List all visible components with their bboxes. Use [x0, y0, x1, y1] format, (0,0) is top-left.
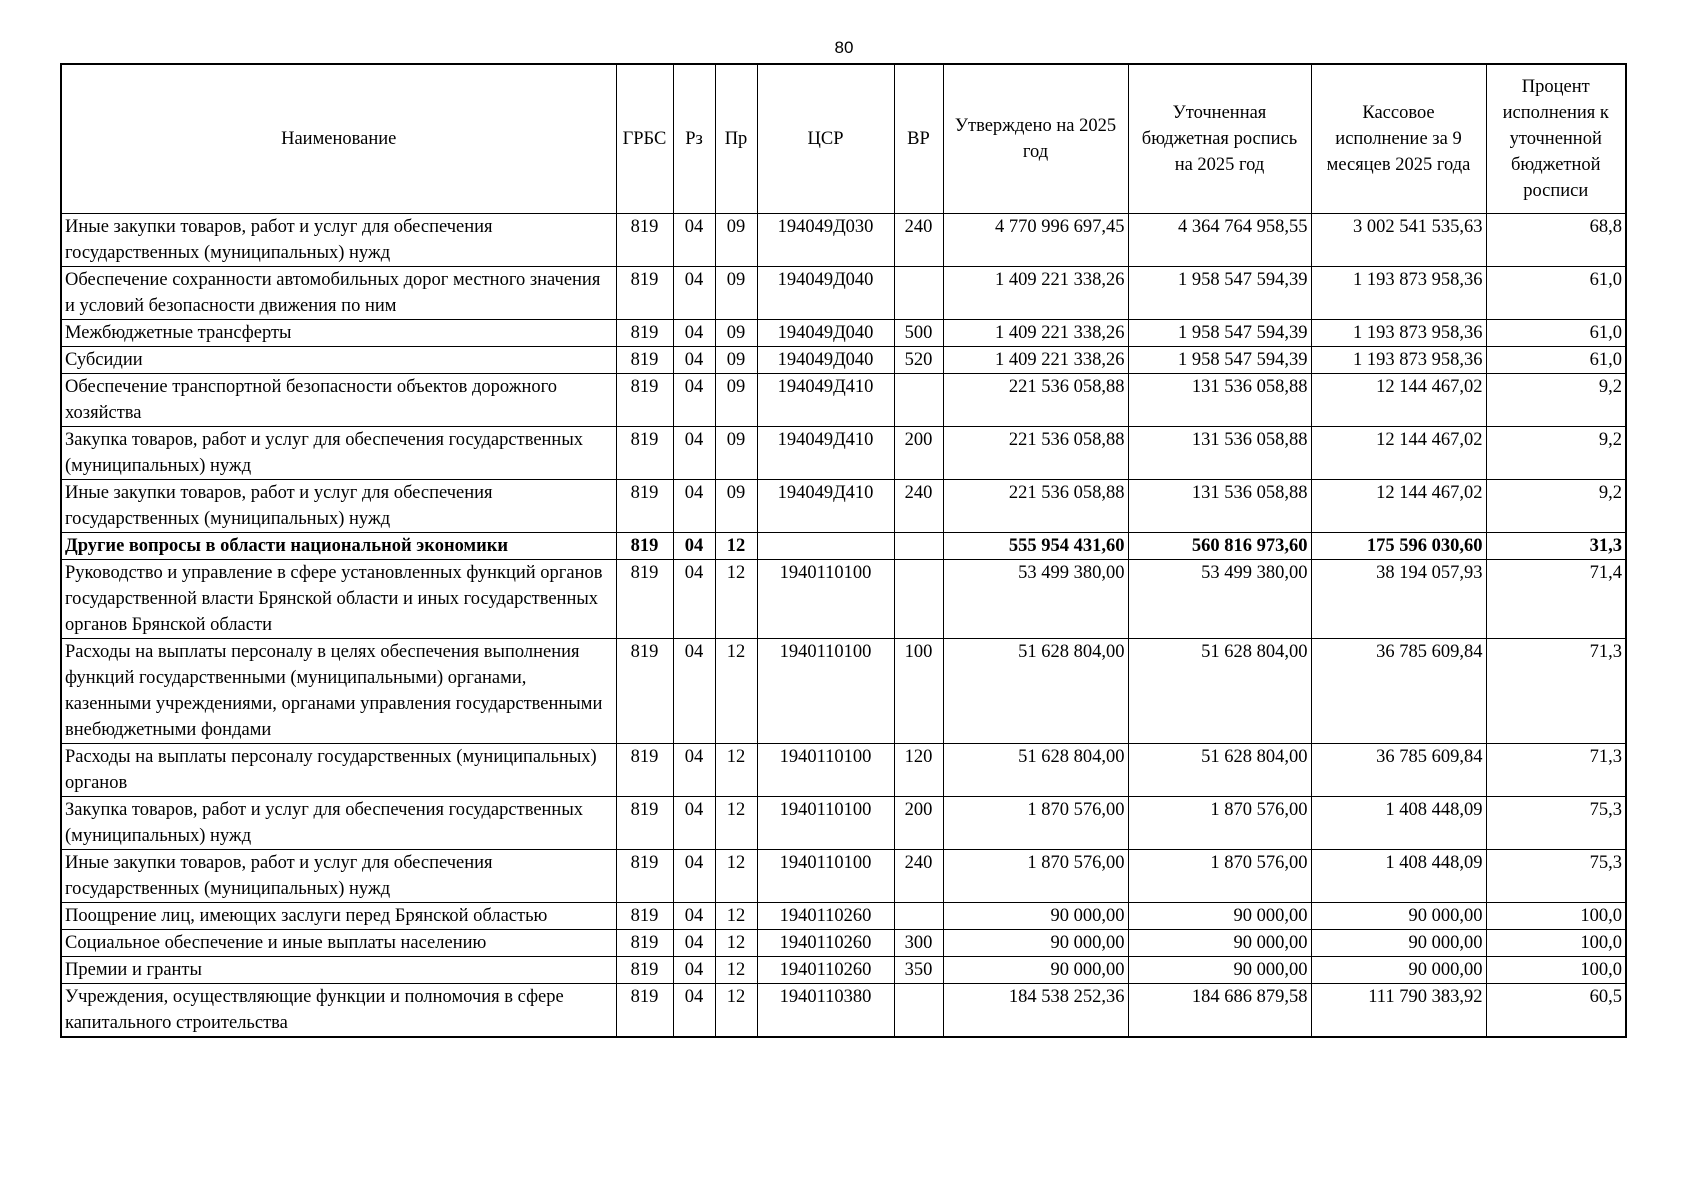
cell-grbs: 819 [616, 320, 673, 347]
cell-refined: 1 958 547 594,39 [1128, 320, 1311, 347]
cell-percent: 71,3 [1486, 639, 1626, 744]
cell-percent: 61,0 [1486, 347, 1626, 374]
cell-pr: 09 [715, 267, 757, 320]
cell-refined: 560 816 973,60 [1128, 533, 1311, 560]
cell-approved: 1 870 576,00 [943, 797, 1128, 850]
cell-refined: 51 628 804,00 [1128, 744, 1311, 797]
cell-cash-execution: 175 596 030,60 [1311, 533, 1486, 560]
cell-cash-execution: 36 785 609,84 [1311, 744, 1486, 797]
cell-rz: 04 [673, 797, 715, 850]
cell-csr: 194049Д040 [757, 267, 894, 320]
cell-pr: 09 [715, 214, 757, 267]
cell-pr: 12 [715, 639, 757, 744]
cell-cash-execution: 90 000,00 [1311, 957, 1486, 984]
cell-grbs: 819 [616, 267, 673, 320]
cell-grbs: 819 [616, 427, 673, 480]
table-row [61, 347, 1626, 374]
cell-name: Поощрение лиц, имеющих заслуги перед Брянской областью [61, 903, 616, 930]
cell-refined: 53 499 380,00 [1128, 560, 1311, 639]
cell-cash-execution: 36 785 609,84 [1311, 639, 1486, 744]
table-row [61, 267, 1626, 320]
cell-csr: 1940110100 [757, 560, 894, 639]
cell-grbs: 819 [616, 957, 673, 984]
cell-rz: 04 [673, 480, 715, 533]
table-row [61, 903, 1626, 930]
cell-name: Обеспечение сохранности автомобильных дорог местного значения и условий безопасности движения по ним [61, 267, 616, 320]
table-row [61, 930, 1626, 957]
table-row [61, 214, 1626, 267]
table-body [61, 214, 1626, 1038]
cell-csr: 194049Д040 [757, 320, 894, 347]
cell-pr: 12 [715, 560, 757, 639]
cell-csr: 194049Д410 [757, 480, 894, 533]
cell-name: Закупка товаров, работ и услуг для обеспечения государственных (муниципальных) нужд [61, 427, 616, 480]
cell-refined: 131 536 058,88 [1128, 427, 1311, 480]
cell-approved: 1 409 221 338,26 [943, 347, 1128, 374]
cell-vr: 520 [894, 347, 943, 374]
cell-grbs: 819 [616, 533, 673, 560]
cell-rz: 04 [673, 560, 715, 639]
cell-grbs: 819 [616, 639, 673, 744]
cell-rz: 04 [673, 533, 715, 560]
table-row [61, 427, 1626, 480]
cell-cash-execution: 3 002 541 535,63 [1311, 214, 1486, 267]
cell-pr: 12 [715, 850, 757, 903]
cell-csr: 1940110260 [757, 930, 894, 957]
cell-cash-execution: 12 144 467,02 [1311, 374, 1486, 427]
cell-pr: 12 [715, 984, 757, 1038]
cell-grbs: 819 [616, 930, 673, 957]
cell-name: Обеспечение транспортной безопасности объектов дорожного хозяйства [61, 374, 616, 427]
cell-rz: 04 [673, 930, 715, 957]
cell-pr: 12 [715, 930, 757, 957]
header-grbs: ГРБС [616, 64, 673, 214]
cell-grbs: 819 [616, 744, 673, 797]
cell-refined: 1 958 547 594,39 [1128, 267, 1311, 320]
cell-approved: 1 409 221 338,26 [943, 267, 1128, 320]
cell-csr [757, 533, 894, 560]
budget-execution-table [60, 63, 1627, 1038]
cell-approved: 53 499 380,00 [943, 560, 1128, 639]
cell-cash-execution: 1 408 448,09 [1311, 797, 1486, 850]
cell-cash-execution: 1 193 873 958,36 [1311, 267, 1486, 320]
cell-name: Иные закупки товаров, работ и услуг для обеспечения государственных (муниципальных) нужд [61, 480, 616, 533]
cell-vr [894, 267, 943, 320]
cell-csr: 1940110260 [757, 903, 894, 930]
cell-name: Межбюджетные трансферты [61, 320, 616, 347]
cell-cash-execution: 12 144 467,02 [1311, 427, 1486, 480]
cell-csr: 194049Д040 [757, 347, 894, 374]
cell-vr: 240 [894, 480, 943, 533]
cell-percent: 71,3 [1486, 744, 1626, 797]
cell-rz: 04 [673, 347, 715, 374]
cell-percent: 71,4 [1486, 560, 1626, 639]
cell-vr: 200 [894, 797, 943, 850]
cell-rz: 04 [673, 427, 715, 480]
cell-percent: 61,0 [1486, 320, 1626, 347]
table-row [61, 560, 1626, 639]
cell-cash-execution: 38 194 057,93 [1311, 560, 1486, 639]
cell-percent: 9,2 [1486, 374, 1626, 427]
table-row [61, 984, 1626, 1038]
header-name: Наименование [61, 64, 616, 214]
cell-cash-execution: 90 000,00 [1311, 930, 1486, 957]
cell-percent: 60,5 [1486, 984, 1626, 1038]
cell-percent: 61,0 [1486, 267, 1626, 320]
cell-grbs: 819 [616, 850, 673, 903]
cell-csr: 1940110100 [757, 744, 894, 797]
cell-cash-execution: 90 000,00 [1311, 903, 1486, 930]
cell-rz: 04 [673, 639, 715, 744]
cell-grbs: 819 [616, 984, 673, 1038]
header-row [61, 64, 1626, 214]
cell-name: Закупка товаров, работ и услуг для обеспечения государственных (муниципальных) нужд [61, 797, 616, 850]
cell-name: Расходы на выплаты персоналу государственных (муниципальных) органов [61, 744, 616, 797]
cell-refined: 90 000,00 [1128, 903, 1311, 930]
cell-pr: 09 [715, 347, 757, 374]
cell-csr: 1940110100 [757, 797, 894, 850]
cell-csr: 194049Д410 [757, 427, 894, 480]
cell-pr: 12 [715, 797, 757, 850]
cell-vr [894, 984, 943, 1038]
cell-csr: 1940110380 [757, 984, 894, 1038]
table-row [61, 797, 1626, 850]
cell-name: Учреждения, осуществляющие функции и полномочия в сфере капитального строительства [61, 984, 616, 1038]
cell-csr: 194049Д030 [757, 214, 894, 267]
cell-grbs: 819 [616, 374, 673, 427]
cell-vr: 300 [894, 930, 943, 957]
cell-rz: 04 [673, 320, 715, 347]
table-row [61, 639, 1626, 744]
cell-name: Премии и гранты [61, 957, 616, 984]
cell-cash-execution: 111 790 383,92 [1311, 984, 1486, 1038]
cell-approved: 90 000,00 [943, 930, 1128, 957]
cell-approved: 221 536 058,88 [943, 374, 1128, 427]
cell-grbs: 819 [616, 347, 673, 374]
cell-refined: 1 870 576,00 [1128, 850, 1311, 903]
cell-name: Другие вопросы в области национальной экономики [61, 533, 616, 560]
cell-approved: 51 628 804,00 [943, 639, 1128, 744]
cell-refined: 90 000,00 [1128, 930, 1311, 957]
cell-vr: 120 [894, 744, 943, 797]
table-row [61, 744, 1626, 797]
cell-percent: 68,8 [1486, 214, 1626, 267]
cell-vr [894, 374, 943, 427]
cell-pr: 09 [715, 320, 757, 347]
cell-percent: 9,2 [1486, 427, 1626, 480]
cell-percent: 100,0 [1486, 957, 1626, 984]
cell-vr: 240 [894, 850, 943, 903]
cell-pr: 09 [715, 480, 757, 533]
cell-rz: 04 [673, 903, 715, 930]
table-row [61, 957, 1626, 984]
cell-refined: 131 536 058,88 [1128, 480, 1311, 533]
cell-cash-execution: 1 408 448,09 [1311, 850, 1486, 903]
cell-pr: 12 [715, 957, 757, 984]
cell-percent: 100,0 [1486, 903, 1626, 930]
cell-refined: 90 000,00 [1128, 957, 1311, 984]
cell-approved: 555 954 431,60 [943, 533, 1128, 560]
cell-name: Субсидии [61, 347, 616, 374]
cell-cash-execution: 12 144 467,02 [1311, 480, 1486, 533]
header-refined: Уточненная бюджетная роспись на 2025 год [1128, 64, 1311, 214]
cell-rz: 04 [673, 374, 715, 427]
table-row [61, 320, 1626, 347]
cell-percent: 31,3 [1486, 533, 1626, 560]
cell-approved: 1 409 221 338,26 [943, 320, 1128, 347]
table-row [61, 480, 1626, 533]
cell-vr: 240 [894, 214, 943, 267]
cell-name: Расходы на выплаты персоналу в целях обеспечения выполнения функций государственными (муниципальными) органами, казенными учреждениями, органами управления государственными внебюджетными фондами [61, 639, 616, 744]
cell-rz: 04 [673, 214, 715, 267]
header-pr: Пр [715, 64, 757, 214]
cell-csr: 1940110100 [757, 850, 894, 903]
cell-grbs: 819 [616, 903, 673, 930]
header-percent: Процент исполнения к уточненной бюджетной росписи [1486, 64, 1626, 214]
cell-csr: 1940110100 [757, 639, 894, 744]
cell-vr: 100 [894, 639, 943, 744]
cell-approved: 221 536 058,88 [943, 427, 1128, 480]
cell-approved: 221 536 058,88 [943, 480, 1128, 533]
cell-name: Руководство и управление в сфере установленных функций органов государственной власти Брянской области и иных государственных органов Брянской области [61, 560, 616, 639]
header-cash-execution: Кассовое исполнение за 9 месяцев 2025 года [1311, 64, 1486, 214]
cell-percent: 75,3 [1486, 797, 1626, 850]
cell-approved: 51 628 804,00 [943, 744, 1128, 797]
cell-approved: 4 770 996 697,45 [943, 214, 1128, 267]
cell-csr: 1940110260 [757, 957, 894, 984]
cell-refined: 184 686 879,58 [1128, 984, 1311, 1038]
cell-grbs: 819 [616, 797, 673, 850]
cell-percent: 75,3 [1486, 850, 1626, 903]
cell-percent: 100,0 [1486, 930, 1626, 957]
cell-approved: 1 870 576,00 [943, 850, 1128, 903]
cell-name: Иные закупки товаров, работ и услуг для обеспечения государственных (муниципальных) нужд [61, 214, 616, 267]
cell-refined: 1 870 576,00 [1128, 797, 1311, 850]
cell-refined: 4 364 764 958,55 [1128, 214, 1311, 267]
cell-name: Иные закупки товаров, работ и услуг для обеспечения государственных (муниципальных) нужд [61, 850, 616, 903]
cell-vr [894, 560, 943, 639]
cell-rz: 04 [673, 957, 715, 984]
cell-rz: 04 [673, 984, 715, 1038]
cell-vr: 500 [894, 320, 943, 347]
cell-approved: 90 000,00 [943, 903, 1128, 930]
header-rz: Рз [673, 64, 715, 214]
cell-rz: 04 [673, 267, 715, 320]
table-row [61, 374, 1626, 427]
cell-pr: 12 [715, 903, 757, 930]
cell-csr: 194049Д410 [757, 374, 894, 427]
table-row [61, 533, 1626, 560]
cell-approved: 184 538 252,36 [943, 984, 1128, 1038]
cell-refined: 1 958 547 594,39 [1128, 347, 1311, 374]
cell-vr: 200 [894, 427, 943, 480]
cell-name: Социальное обеспечение и иные выплаты населению [61, 930, 616, 957]
cell-percent: 9,2 [1486, 480, 1626, 533]
cell-refined: 51 628 804,00 [1128, 639, 1311, 744]
cell-pr: 12 [715, 744, 757, 797]
cell-grbs: 819 [616, 560, 673, 639]
cell-approved: 90 000,00 [943, 957, 1128, 984]
page-number: 80 [834, 38, 854, 57]
cell-rz: 04 [673, 850, 715, 903]
cell-pr: 12 [715, 533, 757, 560]
cell-grbs: 819 [616, 480, 673, 533]
header-csr: ЦСР [757, 64, 894, 214]
cell-grbs: 819 [616, 214, 673, 267]
cell-vr [894, 903, 943, 930]
cell-cash-execution: 1 193 873 958,36 [1311, 320, 1486, 347]
cell-vr [894, 533, 943, 560]
cell-pr: 09 [715, 427, 757, 480]
cell-pr: 09 [715, 374, 757, 427]
header-vr: ВР [894, 64, 943, 214]
cell-refined: 131 536 058,88 [1128, 374, 1311, 427]
header-approved: Утверждено на 2025 год [943, 64, 1128, 214]
cell-cash-execution: 1 193 873 958,36 [1311, 347, 1486, 374]
cell-rz: 04 [673, 744, 715, 797]
cell-vr: 350 [894, 957, 943, 984]
table-row [61, 850, 1626, 903]
